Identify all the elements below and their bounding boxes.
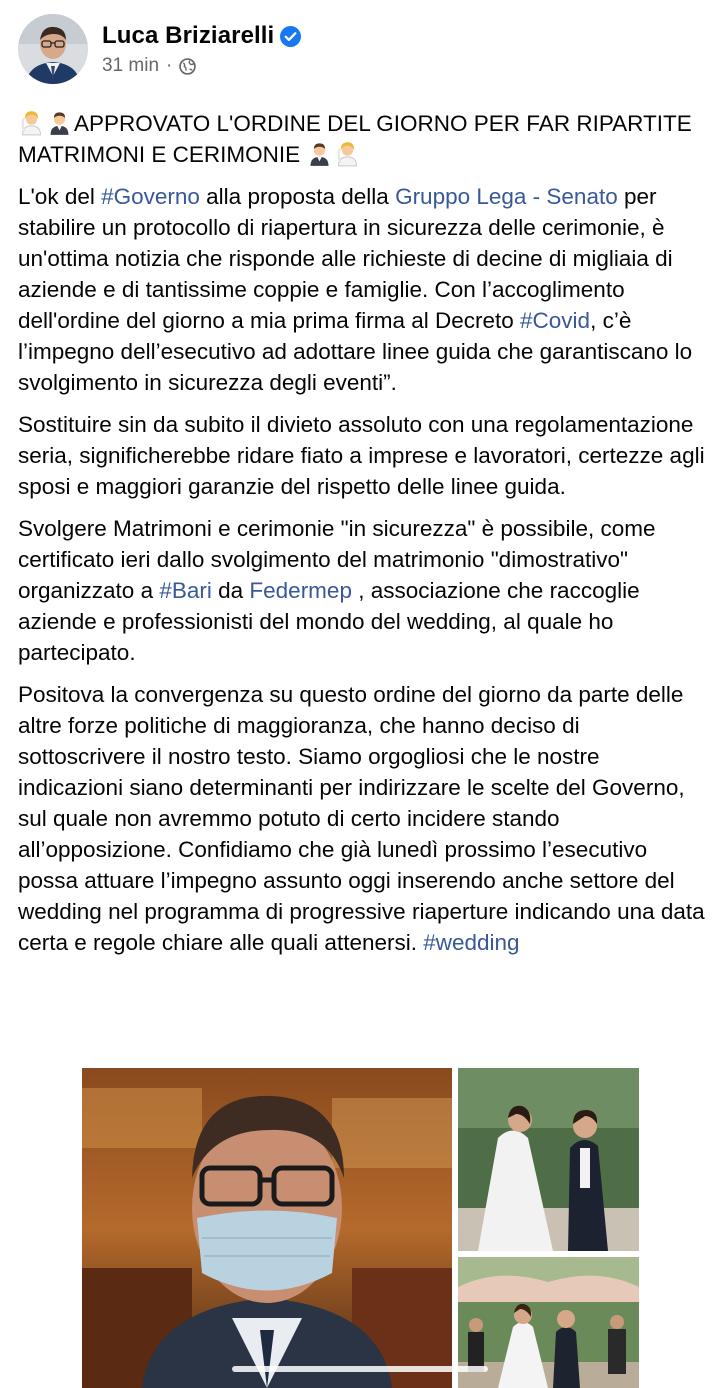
bride-emoji-icon [18,109,45,136]
paragraph-3 [18,513,708,668]
paragraph-1 [18,181,708,398]
p3-text-c: , associazione che raccoglie aziende e professionisti del mondo del wedding, al quale ho partecipato. [18,578,640,665]
bride-emoji-icon [334,140,361,167]
p3-text-b: da [211,578,250,603]
groom-emoji-icon [46,109,73,136]
hashtag-bari[interactable]: #Bari [159,578,212,603]
post-header [18,14,301,84]
paragraph-4 [18,679,708,958]
verified-badge-icon [280,26,301,47]
photo-grid [82,1068,639,1388]
mention-gruppo-lega-senato[interactable]: Gruppo Lega - Senato [395,184,618,209]
author-avatar[interactable] [18,14,88,84]
p1-text-d: , c’è l’impegno dell’esecutivo ad adottare linee guida che garantiscano lo svolgimento in sicurezza degli eventi”. [18,308,693,395]
author-name[interactable]: Luca Briziarelli [102,22,275,49]
p1-text-c: per stabilire un protocollo di riapertura in sicurezza delle cerimonie, è un'ottima notizia che risponde alle richieste di decine di migliaia di aziende e di tantissime coppie e famiglie. Con l’accoglimento dell'ordine del giorno a mia prima firma al Decreto [18,184,673,333]
hashtag-covid[interactable]: #Covid [520,308,591,333]
photo-masked-man-senate[interactable] [82,1068,452,1388]
photo-wedding-couple[interactable] [458,1068,639,1251]
headline-text: APPROVATO L'ORDINE DEL GIORNO PER FAR RIPARTITE MATRIMONI E CERIMONIE [18,111,692,167]
meta-separator: · [166,55,173,76]
paragraph-2: Sostituire sin da subito il divieto assoluto con una regolamentazione seria, significherebbe ridare fiato a imprese e lavoratori, certezze agli sposi e maggiori garanzie del rispetto delle linee guida. [18,412,705,499]
mention-federmep[interactable]: Federmep [249,578,352,603]
groom-emoji-icon [306,140,333,167]
p1-text-a: L'ok del [18,184,102,209]
p4-text-a: Positova la convergenza su questo ordine del giorno da parte delle altre forze politiche di maggioranza, che hanno deciso di sottoscrivere il nostro testo. Siamo orgogliosi che le nostre indicazioni siano determinanti per indirizzare le scelte del Governo, sul quale non avremmo potuto di certo incidere stando all’opposizione. Confidiamo che già lunedì prossimo l’esecutivo possa attuare l’impegno assunto oggi inserendo anche settore del wedding nel programma di progressive riaperture indicando una data certa e regole chiare alle quali attenersi. [18,682,705,955]
hashtag-wedding[interactable]: #wedding [423,930,520,955]
globe-icon[interactable] [179,58,196,75]
home-indicator[interactable] [232,1366,488,1372]
hashtag-governo[interactable]: #Governo [101,184,200,209]
post-body [18,108,708,969]
p3-text-a: Svolgere Matrimoni e cerimonie "in sicurezza" è possibile, come certificato ieri dallo svolgimento del matrimonio "dimostrativo" organizzato a [18,516,656,603]
post-headline [18,108,708,170]
post-timestamp[interactable]: 31 min [102,55,160,76]
p1-text-b: alla proposta della [199,184,396,209]
